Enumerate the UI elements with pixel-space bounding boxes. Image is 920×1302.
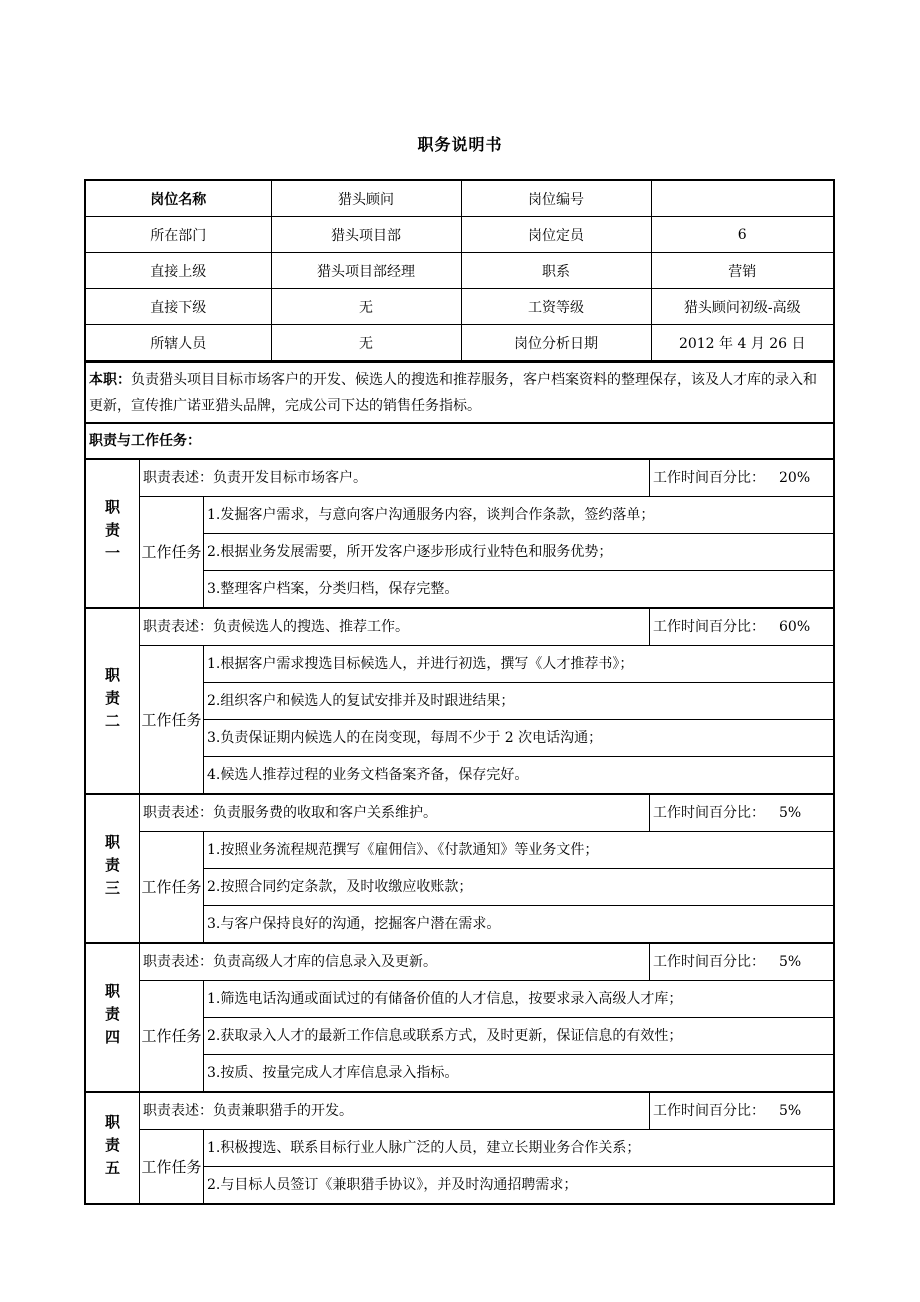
task-label: 工作 任务 (140, 646, 204, 793)
duty-description: 职责表述：负责候选人的搜选、推荐工作。 (140, 609, 650, 645)
pct-value: 5% (779, 954, 802, 970)
info-value: 无 (271, 325, 461, 361)
info-label: 岗位分析日期 (461, 325, 651, 361)
duty-label: 职责一 (103, 499, 121, 568)
pct-label: 工作时间百分比： (653, 470, 765, 486)
info-row (86, 253, 833, 289)
info-label: 岗位编号 (461, 181, 651, 217)
info-row (86, 217, 833, 253)
info-value: 6 (651, 217, 833, 253)
task-item: 2.按照合同约定条款，及时收缴应收账款； (204, 869, 833, 906)
task-item: 1.按照业务流程规范撰写《雇佣信》、《付款通知》等业务文件； (204, 832, 833, 869)
info-label: 直接下级 (86, 289, 271, 325)
info-row (86, 181, 833, 217)
duty-label-cell (86, 1093, 140, 1203)
duty-label-cell (86, 944, 140, 1091)
task-item: 1.积极搜选、联系目标行业人脉广泛的人员，建立长期业务合作关系； (204, 1130, 833, 1167)
task-item: 2.组织客户和候选人的复试安排并及时跟进结果； (204, 683, 833, 720)
duty-desc-row (140, 609, 833, 646)
duty-label: 职责五 (103, 1113, 121, 1183)
duty-desc-row (140, 944, 833, 981)
duty-block (86, 942, 833, 1091)
task-item: 3.负责保证期内候选人的在岗变现，每周不少于 2 次电话沟通； (204, 720, 833, 757)
tasks-header: 职责与工作任务： (86, 422, 833, 458)
task-item: 4.候选人推荐过程的业务文档备案齐备，保存完好。 (207, 767, 529, 783)
pct-value: 5% (779, 1103, 802, 1119)
info-value: 猎头顾问初级-高级 (651, 289, 833, 325)
info-label: 所在部门 (86, 217, 271, 253)
info-row (86, 325, 833, 361)
benzhi-label: 本职： (89, 372, 131, 388)
task-item: 2.与目标人员签订《兼职猎手协议》，并及时沟通招聘需求； (207, 1177, 578, 1193)
task-item: 3.按质、按量完成人才库信息录入指标。 (207, 1065, 459, 1081)
duty-desc-row (140, 460, 833, 497)
task-item: 3.与客户保持良好的沟通，挖掘客户潜在需求。 (207, 916, 501, 932)
info-value: 猎头项目部经理 (271, 253, 461, 289)
duty-block (86, 793, 833, 942)
info-label: 岗位定员 (461, 217, 651, 253)
task-item: 2.根据业务发展需要，所开发客户逐步形成行业特色和服务优势； (204, 534, 833, 571)
pct-value: 20% (779, 470, 811, 486)
task-label: 工作 任务 (140, 497, 204, 607)
info-value: 猎头项目部 (271, 217, 461, 253)
info-value: 营销 (651, 253, 833, 289)
info-value: 猎头顾问 (271, 181, 461, 217)
duty-block (86, 458, 833, 607)
time-percentage (650, 944, 833, 980)
duty-desc-row (140, 1093, 833, 1130)
benzhi-text: 负责猎头项目目标市场客户的开发、候选人的搜选和推荐服务，客户档案资料的整理保存，该及人才库的录入和更新，宣传推广诺亚猎头品牌，完成公司下达的销售任务指标。 (89, 372, 817, 414)
info-value: 2012 年 4 月 26 日 (651, 325, 833, 361)
info-label: 工资等级 (461, 289, 651, 325)
duty-description: 职责表述：负责兼职猎手的开发。 (140, 1093, 650, 1129)
time-percentage (650, 460, 833, 496)
duty-block (86, 1091, 833, 1203)
duty-label: 职责二 (103, 666, 121, 736)
pct-value: 5% (779, 805, 802, 821)
time-percentage (650, 609, 833, 645)
duty-description: 职责表述：负责服务费的收取和客户关系维护。 (140, 795, 650, 831)
task-label: 工作 任务 (140, 981, 204, 1091)
page-title: 职务说明书 (417, 135, 503, 154)
duty-label-cell (86, 609, 140, 793)
task-label: 工作 任务 (140, 832, 204, 942)
duty-label-cell (86, 795, 140, 942)
task-item: 1.发掘客户需求，与意向客户沟通服务内容，谈判合作条款，签约落单； (204, 497, 833, 534)
task-label: 工作 任务 (140, 1130, 204, 1203)
duty-label-cell (86, 460, 140, 607)
task-item: 3.整理客户档案，分类归档，保存完整。 (207, 581, 459, 597)
pct-label: 工作时间百分比： (653, 805, 765, 821)
job-description-table (84, 179, 835, 1205)
info-row (86, 289, 833, 325)
duties-list (86, 458, 833, 1203)
info-table (86, 181, 833, 361)
task-item: 1.根据客户需求搜选目标候选人，并进行初选，撰写《人才推荐书》； (204, 646, 833, 683)
duty-label: 职责四 (103, 983, 121, 1052)
duty-description: 职责表述：负责高级人才库的信息录入及更新。 (140, 944, 650, 980)
info-label: 岗位名称 (86, 181, 271, 217)
info-label: 直接上级 (86, 253, 271, 289)
pct-label: 工作时间百分比： (653, 1103, 765, 1119)
pct-label: 工作时间百分比： (653, 619, 765, 635)
pct-label: 工作时间百分比： (653, 954, 765, 970)
pct-value: 60% (779, 619, 811, 635)
task-item: 2.获取录入人才的最新工作信息或联系方式，及时更新，保证信息的有效性； (204, 1018, 833, 1055)
time-percentage (650, 795, 833, 831)
time-percentage (650, 1093, 833, 1129)
duty-label: 职责三 (103, 834, 121, 903)
duty-block (86, 607, 833, 793)
benzhi-section (86, 361, 833, 422)
info-label: 所辖人员 (86, 325, 271, 361)
info-value (651, 181, 833, 217)
duty-description: 职责表述：负责开发目标市场客户。 (140, 460, 650, 496)
info-label: 职系 (461, 253, 651, 289)
info-value: 无 (271, 289, 461, 325)
task-item: 1.筛选电话沟通或面试过的有储备价值的人才信息，按要求录入高级人才库； (204, 981, 833, 1018)
duty-desc-row (140, 795, 833, 832)
